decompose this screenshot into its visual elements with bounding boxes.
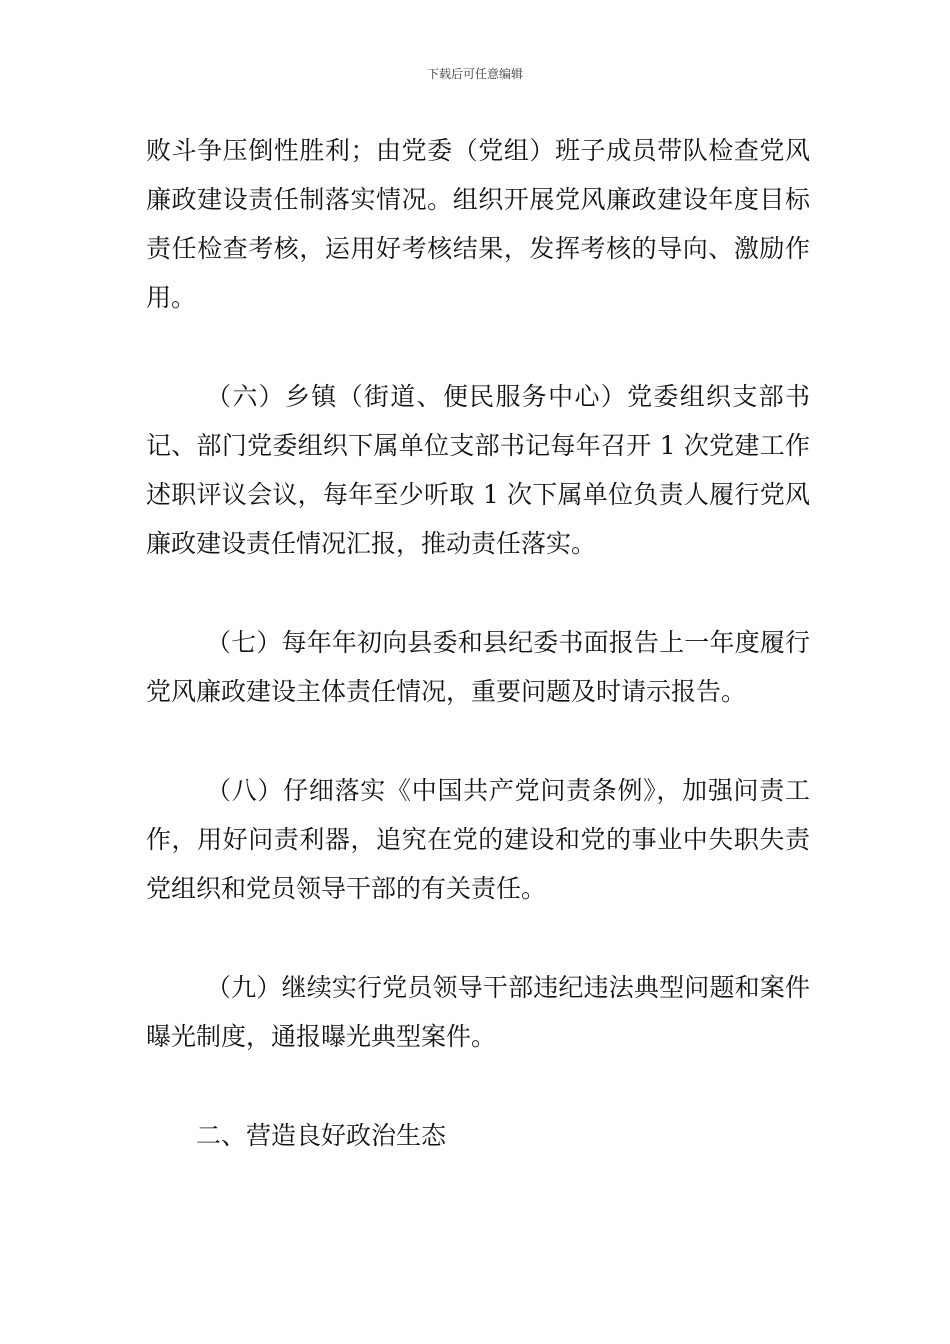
page-header: 下载后可任意编辑: [426, 67, 523, 81]
document-body: [146, 126, 810, 1160]
paragraph-item-6: （六）乡镇（街道、便民服务中心）党委组织支部书记、部门党委组织下属单位支部书记每年召开 1 次党建工作述职评议会议，每年至少听取 1 次下属单位负责人履行党风廉政建设责任情况汇报，推动责任落实。: [146, 382, 810, 558]
section-heading: 二、营造良好政治生态: [196, 1121, 447, 1150]
paragraph-item-9: （九）继续实行党员领导干部违纪违法典型问题和案件曝光制度，通报曝光典型案件。: [146, 973, 810, 1051]
paragraph-continuation: 败斗争压倒性胜利；由党委（党组）班子成员带队检查党风廉政建设责任制落实情况。组织开展党风廉政建设年度目标责任检查考核，运用好考核结果，发挥考核的导向、激励作用。: [146, 136, 810, 312]
paragraph-item-7: （七）每年年初向县委和县纪委书面报告上一年度履行党风廉政建设主体责任情况，重要问题及时请示报告。: [146, 628, 810, 706]
paragraph-item-8: （八）仔细落实《中国共产党问责条例》，加强问责工作，用好问责利器，追究在党的建设和党的事业中失职失责党组织和党员领导干部的有关责任。: [146, 776, 810, 903]
